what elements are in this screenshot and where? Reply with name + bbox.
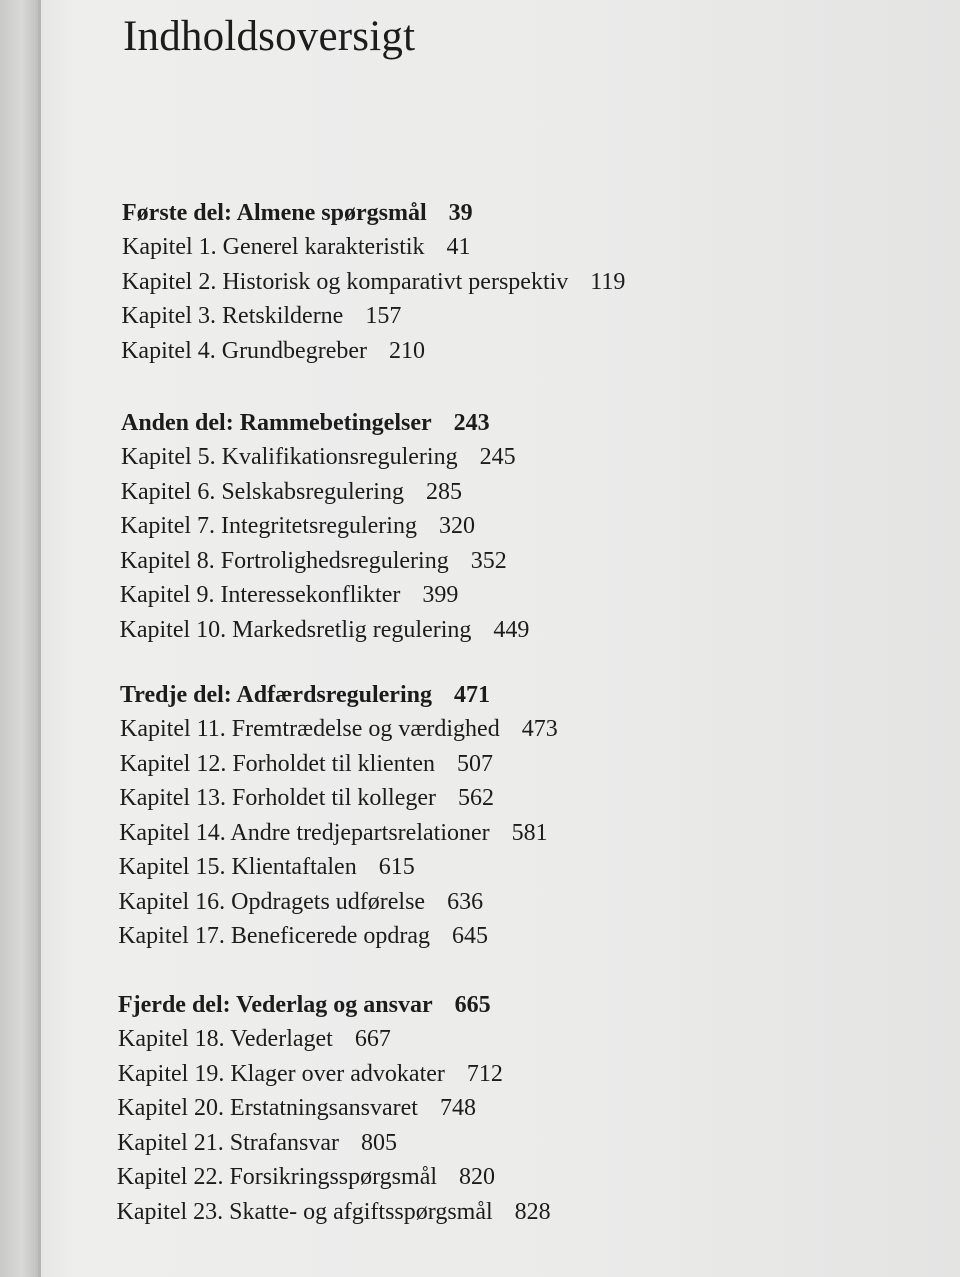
- chapter-entry: [120, 617, 530, 644]
- chapter-label: Kapitel 10.: [119, 616, 233, 643]
- chapter-page: 352: [470, 547, 507, 574]
- chapter-page: 828: [514, 1198, 551, 1225]
- chapter-entry: [122, 234, 471, 261]
- chapter-label: Kapitel 8.: [120, 547, 221, 574]
- chapter-label: Kapitel 7.: [120, 513, 222, 539]
- chapter-page: 507: [456, 750, 493, 777]
- chapter-title: Opdragets udførelse: [231, 888, 426, 915]
- chapter-title: Fremtrædelse og værdighed: [231, 716, 500, 742]
- part-heading: [118, 992, 491, 1019]
- chapter-entry: [121, 444, 516, 471]
- chapter-label: Kapitel 15.: [118, 854, 232, 880]
- chapter-page: 449: [493, 616, 530, 643]
- chapter-label: Kapitel 22.: [116, 1164, 230, 1190]
- chapter-title: Forholdet til klienten: [232, 750, 435, 777]
- page-title: Indholdsoversigt: [123, 13, 416, 60]
- part-heading-page: 471: [453, 682, 490, 708]
- chapter-label: Kapitel 21.: [117, 1129, 230, 1156]
- chapter-entry: [121, 303, 401, 330]
- chapter-page: 210: [389, 337, 425, 364]
- chapter-page: 285: [425, 478, 462, 505]
- chapter-title: Erstatningsansvaret: [230, 1095, 418, 1121]
- part-heading-title: Tredje del: Adfærdsregulering: [120, 682, 432, 708]
- chapter-entry: [118, 923, 488, 950]
- chapter-label: Kapitel 12.: [119, 750, 233, 777]
- chapter-entry: [119, 820, 548, 847]
- book-gutter: [0, 0, 40, 1277]
- chapter-title: Vederlaget: [230, 1026, 333, 1052]
- chapter-page: 712: [466, 1060, 503, 1087]
- chapter-label: Kapitel 17.: [118, 923, 231, 949]
- part-heading-page: 665: [454, 992, 491, 1018]
- chapter-entry: [119, 889, 484, 916]
- chapter-title: Forholdet til kolleger: [232, 785, 436, 811]
- chapter-label: Kapitel 16.: [118, 888, 232, 915]
- chapter-label: Kapitel 1.: [122, 234, 223, 260]
- chapter-entry: [119, 854, 415, 881]
- chapter-label: Kapitel 14.: [119, 819, 231, 846]
- chapter-entry: [121, 338, 425, 365]
- chapter-entry: [118, 1061, 503, 1088]
- chapter-page: 119: [590, 268, 626, 295]
- part-heading-page: 243: [453, 410, 490, 436]
- chapter-page: 645: [452, 923, 489, 949]
- chapter-page: 245: [479, 444, 516, 470]
- chapter-page: 748: [439, 1095, 476, 1121]
- part-heading: [120, 682, 490, 709]
- chapter-entry: [120, 548, 507, 575]
- chapter-entry: [121, 479, 462, 506]
- chapter-page: 615: [378, 854, 415, 880]
- chapter-title: Forsikringsspørgsmål: [229, 1164, 438, 1190]
- chapter-title: Strafansvar: [229, 1129, 340, 1156]
- chapter-page: 562: [458, 785, 494, 811]
- chapter-entry: [119, 785, 494, 812]
- chapter-title: Skatte- og afgiftsspørgsmål: [229, 1198, 493, 1225]
- chapter-title: Grundbegreber: [221, 337, 367, 364]
- chapter-title: Retskilderne: [222, 303, 344, 329]
- part-heading: [121, 410, 490, 437]
- chapter-page: 805: [361, 1129, 398, 1156]
- chapter-label: Kapitel 3.: [121, 303, 223, 329]
- chapter-label: Kapitel 19.: [117, 1060, 231, 1087]
- chapter-title: Fortrolighedsregulering: [220, 547, 449, 574]
- chapter-entry: [117, 1199, 551, 1226]
- part-heading-page: 39: [448, 200, 473, 226]
- part-heading: [122, 200, 473, 227]
- chapter-entry: [120, 513, 475, 540]
- chapter-title: Beneficerede opdrag: [230, 923, 431, 949]
- chapter-title: Generel karakteristik: [222, 234, 425, 260]
- chapter-label: Kapitel 11.: [120, 716, 232, 742]
- chapter-label: Kapitel 23.: [116, 1198, 230, 1225]
- chapter-title: Andre tredjepartsrelationer: [230, 819, 490, 846]
- part-heading-title: Første del: Almene spørgsmål: [122, 200, 427, 226]
- chapter-entry: [117, 1130, 397, 1157]
- chapter-title: Klientaftalen: [231, 854, 357, 880]
- chapter-label: Kapitel 4.: [121, 337, 222, 364]
- chapter-page: 667: [354, 1026, 391, 1052]
- chapter-entry: [120, 582, 459, 609]
- chapter-entry: [120, 716, 558, 743]
- chapter-page: 157: [365, 303, 402, 329]
- chapter-label: Kapitel 9.: [119, 582, 221, 608]
- chapter-title: Klager over advokater: [230, 1060, 445, 1087]
- part-heading-title: Anden del: Rammebetingelser: [121, 410, 432, 436]
- chapter-entry: [117, 1095, 476, 1122]
- chapter-label: Kapitel 2.: [121, 268, 223, 295]
- chapter-page: 636: [447, 888, 484, 915]
- chapter-label: Kapitel 18.: [118, 1026, 231, 1052]
- chapter-page: 41: [446, 234, 471, 260]
- chapter-title: Historisk og komparativt perspektiv: [222, 268, 569, 295]
- chapter-page: 820: [459, 1164, 496, 1190]
- part-heading-title: Fjerde del: Vederlag og ansvar: [118, 992, 433, 1018]
- chapter-title: Interessekonflikter: [220, 582, 401, 608]
- chapter-title: Selskabsregulering: [221, 478, 404, 505]
- chapter-label: Kapitel 6.: [120, 478, 222, 505]
- chapter-title: Kvalifikationsregulering: [221, 444, 458, 470]
- chapter-page: 399: [422, 582, 459, 608]
- chapter-title: Integritetsregulering: [221, 513, 417, 539]
- chapter-page: 473: [521, 716, 558, 742]
- chapter-label: Kapitel 13.: [119, 785, 233, 811]
- chapter-label: Kapitel 5.: [121, 444, 222, 470]
- chapter-entry: [122, 269, 626, 296]
- chapter-entry: [120, 751, 493, 778]
- chapter-page: 320: [438, 513, 475, 539]
- page-edge: [38, 0, 41, 1277]
- chapter-label: Kapitel 20.: [117, 1095, 231, 1121]
- chapter-title: Markedsretlig regulering: [232, 616, 472, 643]
- chapter-page: 581: [511, 819, 548, 846]
- chapter-entry: [117, 1164, 495, 1191]
- chapter-entry: [118, 1026, 391, 1053]
